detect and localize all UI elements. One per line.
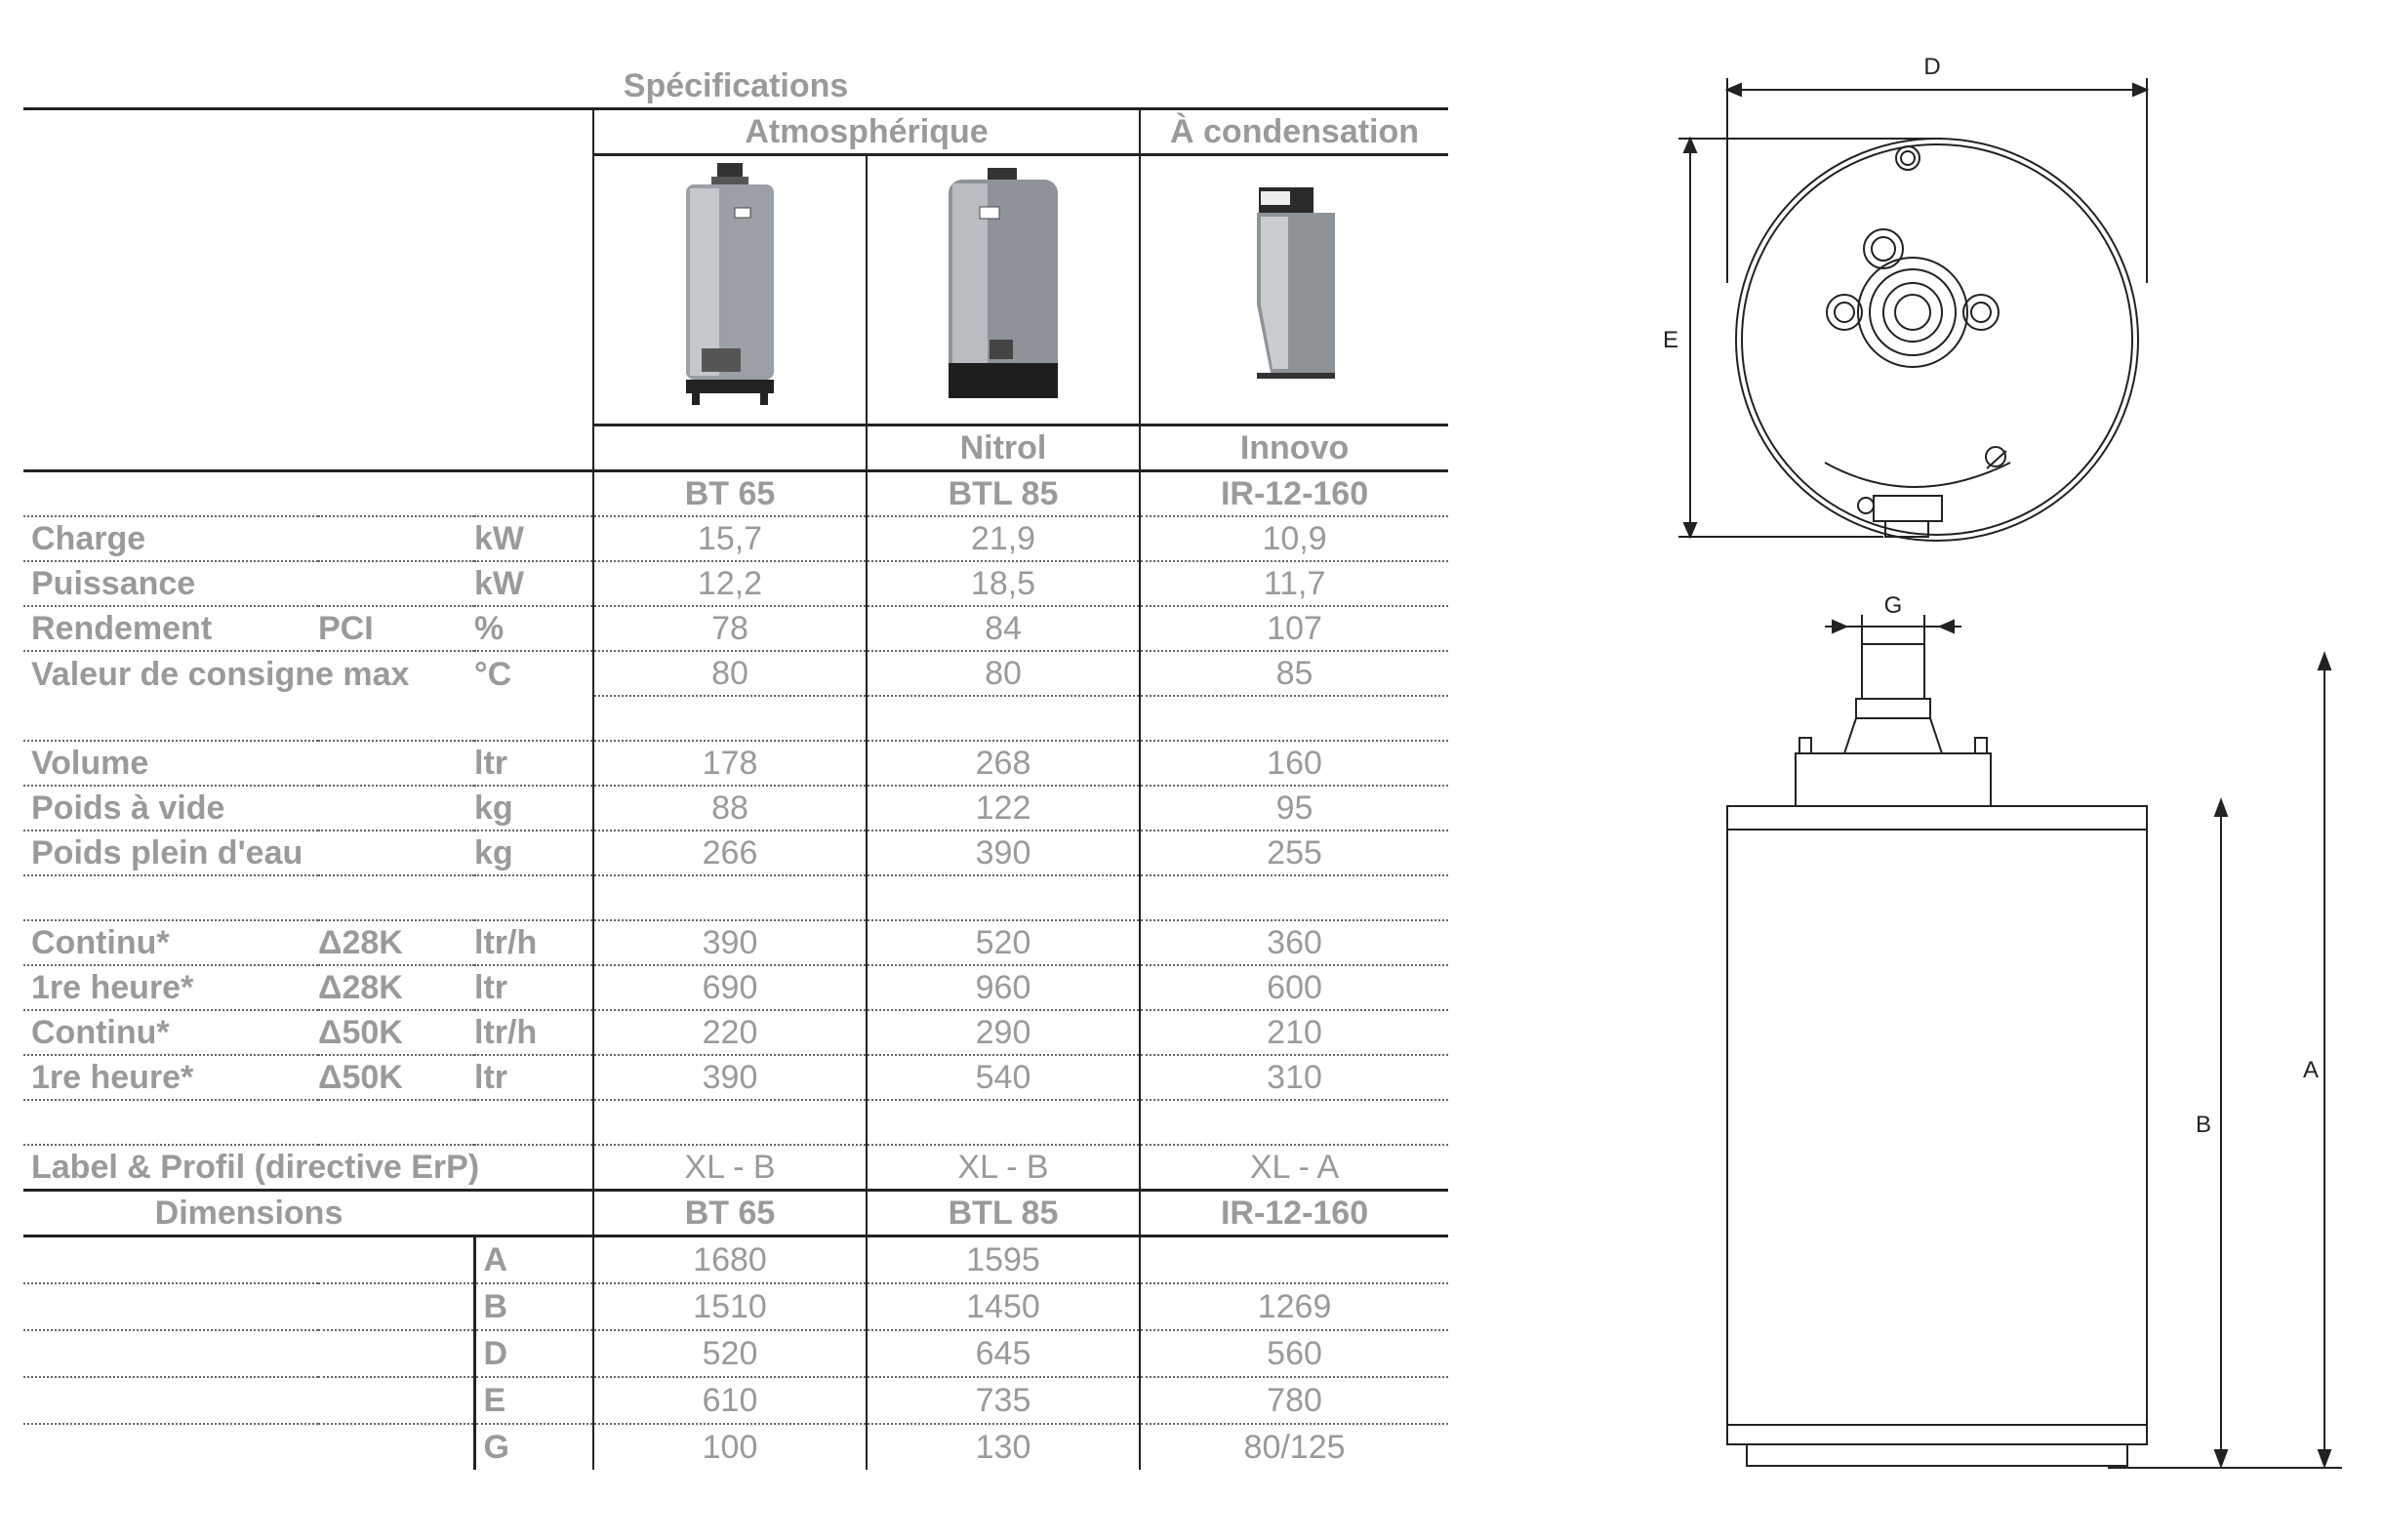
model-name: BTL 85	[867, 1191, 1140, 1236]
table-row	[23, 920, 1448, 965]
dimension-value: 1510	[593, 1283, 867, 1330]
row-value: 78	[593, 606, 867, 651]
row-value: 360	[1140, 920, 1448, 965]
row-unit: ltr/h	[474, 1010, 593, 1055]
label-row-value: XL - A	[1140, 1145, 1448, 1191]
dimension-value: 735	[867, 1377, 1140, 1424]
row-label: Valeur de consigne max	[23, 651, 474, 696]
label-row-value: XL - B	[867, 1145, 1140, 1191]
row-value: 266	[593, 831, 867, 875]
row-sub: Δ28K	[318, 965, 474, 1010]
dimension-key: E	[474, 1377, 593, 1424]
model-name: BT 65	[593, 471, 867, 517]
table-row	[23, 516, 1448, 561]
row-unit: ltr/h	[474, 920, 593, 965]
table-row	[23, 741, 1448, 786]
row-sub: Δ50K	[318, 1055, 474, 1100]
row-value: 15,7	[593, 516, 867, 561]
table-row	[23, 965, 1448, 1010]
dim-label-g: G	[1883, 592, 1903, 619]
row-sub	[318, 516, 474, 561]
water-heater-bt65-icon	[667, 163, 793, 407]
row-value: 21,9	[867, 516, 1140, 561]
table-row	[23, 786, 1448, 831]
dimension-row	[23, 1424, 1448, 1470]
row-sub: Δ50K	[318, 1010, 474, 1055]
table-title: Spécifications	[623, 67, 849, 104]
row-value: 390	[593, 1055, 867, 1100]
row-value: 390	[593, 920, 867, 965]
series-cell-3: Innovo	[1140, 426, 1448, 471]
dimension-value: 780	[1140, 1377, 1448, 1424]
row-value: 18,5	[867, 561, 1140, 606]
dimension-value: 130	[867, 1424, 1140, 1470]
water-heater-btl85-icon	[935, 168, 1071, 402]
row-value: 310	[1140, 1055, 1448, 1100]
row-value: 80	[593, 651, 867, 696]
dimension-value: 520	[593, 1330, 867, 1377]
product-image-btl85	[867, 155, 1140, 426]
row-label: Volume	[23, 741, 318, 786]
row-label: 1re heure*	[23, 1055, 318, 1100]
table-row	[23, 651, 1448, 696]
row-value: 540	[867, 1055, 1140, 1100]
dim-label-a: A	[2302, 1057, 2320, 1083]
row-value: 220	[593, 1010, 867, 1055]
row-value: 210	[1140, 1010, 1448, 1055]
row-value: 390	[867, 831, 1140, 875]
row-value: 520	[867, 920, 1140, 965]
row-unit: kW	[474, 516, 593, 561]
label-row	[23, 1145, 1448, 1191]
table-row	[23, 1010, 1448, 1055]
row-label: Continu*	[23, 920, 318, 965]
table-row	[23, 1055, 1448, 1100]
label-row-label: Label & Profil (directive ErP)	[23, 1145, 593, 1191]
product-image-ir12160	[1140, 155, 1448, 426]
dimensions-title: Dimensions	[23, 1191, 474, 1236]
row-value: 290	[867, 1010, 1140, 1055]
model-name: BT 65	[593, 1191, 867, 1236]
row-value: 88	[593, 786, 867, 831]
row-value: 690	[593, 965, 867, 1010]
technical-drawing	[1600, 49, 2362, 1474]
row-label: Poids à vide	[23, 786, 318, 831]
model-name: IR-12-160	[1140, 471, 1448, 517]
condensing-heater-icon	[1241, 187, 1349, 383]
dimension-key: G	[474, 1424, 593, 1470]
row-value: 122	[867, 786, 1140, 831]
spacer-row	[23, 696, 1448, 741]
row-unit: kg	[474, 831, 593, 875]
model-name: BTL 85	[867, 471, 1140, 517]
row-value: 600	[1140, 965, 1448, 1010]
row-value: 268	[867, 741, 1140, 786]
row-unit: ltr	[474, 1055, 593, 1100]
dimension-key: A	[474, 1236, 593, 1284]
row-value: 160	[1140, 741, 1448, 786]
blank-header-cell	[23, 109, 593, 471]
row-value: 85	[1140, 651, 1448, 696]
product-image-bt65	[593, 155, 867, 426]
dimension-value: 560	[1140, 1330, 1448, 1377]
row-sub	[318, 741, 474, 786]
row-value: 255	[1140, 831, 1448, 875]
row-value: 95	[1140, 786, 1448, 831]
table-row	[23, 606, 1448, 651]
row-unit: kg	[474, 786, 593, 831]
dimension-key: D	[474, 1330, 593, 1377]
row-value: 80	[867, 651, 1140, 696]
dimension-row	[23, 1330, 1448, 1377]
dimension-row	[23, 1377, 1448, 1424]
row-value: 107	[1140, 606, 1448, 651]
row-sub	[318, 786, 474, 831]
specifications-table	[23, 64, 1448, 1470]
label-row-value: XL - B	[593, 1145, 867, 1191]
row-unit: ltr	[474, 965, 593, 1010]
dimension-value: 1450	[867, 1283, 1140, 1330]
table-row	[23, 831, 1448, 875]
dimension-value: 645	[867, 1330, 1140, 1377]
dimension-value: 610	[593, 1377, 867, 1424]
row-unit: kW	[474, 561, 593, 606]
row-value: 178	[593, 741, 867, 786]
group-atmospheric: Atmosphérique	[593, 109, 1140, 155]
row-unit: °C	[474, 651, 593, 696]
dimension-row	[23, 1236, 1448, 1284]
dimension-value: 1269	[1140, 1283, 1448, 1330]
row-unit: %	[474, 606, 593, 651]
model-name: IR-12-160	[1140, 1191, 1448, 1236]
row-label: Rendement	[23, 606, 318, 651]
row-value: 11,7	[1140, 561, 1448, 606]
row-value: 10,9	[1140, 516, 1448, 561]
dimension-value: 80/125	[1140, 1424, 1448, 1470]
dim-label-d: D	[1923, 54, 1941, 80]
dimension-value: 100	[593, 1424, 867, 1470]
series-cell-1	[593, 426, 867, 471]
row-label: Poids plein d'eau	[23, 831, 474, 875]
spacer-row	[23, 1100, 1448, 1145]
row-sub: PCI	[318, 606, 474, 651]
dim-label-b: B	[2195, 1112, 2212, 1138]
series-cell-2: Nitrol	[867, 426, 1140, 471]
row-sub: Δ28K	[318, 920, 474, 965]
dimension-value: 1595	[867, 1236, 1140, 1284]
row-label: Charge	[23, 516, 318, 561]
row-value: 12,2	[593, 561, 867, 606]
spacer-row	[23, 875, 1448, 920]
row-value: 960	[867, 965, 1140, 1010]
dimension-value: 1680	[593, 1236, 867, 1284]
dimension-key: B	[474, 1283, 593, 1330]
row-value: 84	[867, 606, 1140, 651]
dim-label-e: E	[1662, 327, 1679, 353]
row-label: Continu*	[23, 1010, 318, 1055]
row-sub	[318, 561, 474, 606]
table-row	[23, 561, 1448, 606]
group-condensing: À condensation	[1140, 109, 1448, 155]
row-label: Puissance	[23, 561, 318, 606]
dimension-row	[23, 1283, 1448, 1330]
row-unit: ltr	[474, 741, 593, 786]
row-label: 1re heure*	[23, 965, 318, 1010]
dimension-value	[1140, 1236, 1448, 1284]
model-header-blank	[23, 471, 593, 517]
